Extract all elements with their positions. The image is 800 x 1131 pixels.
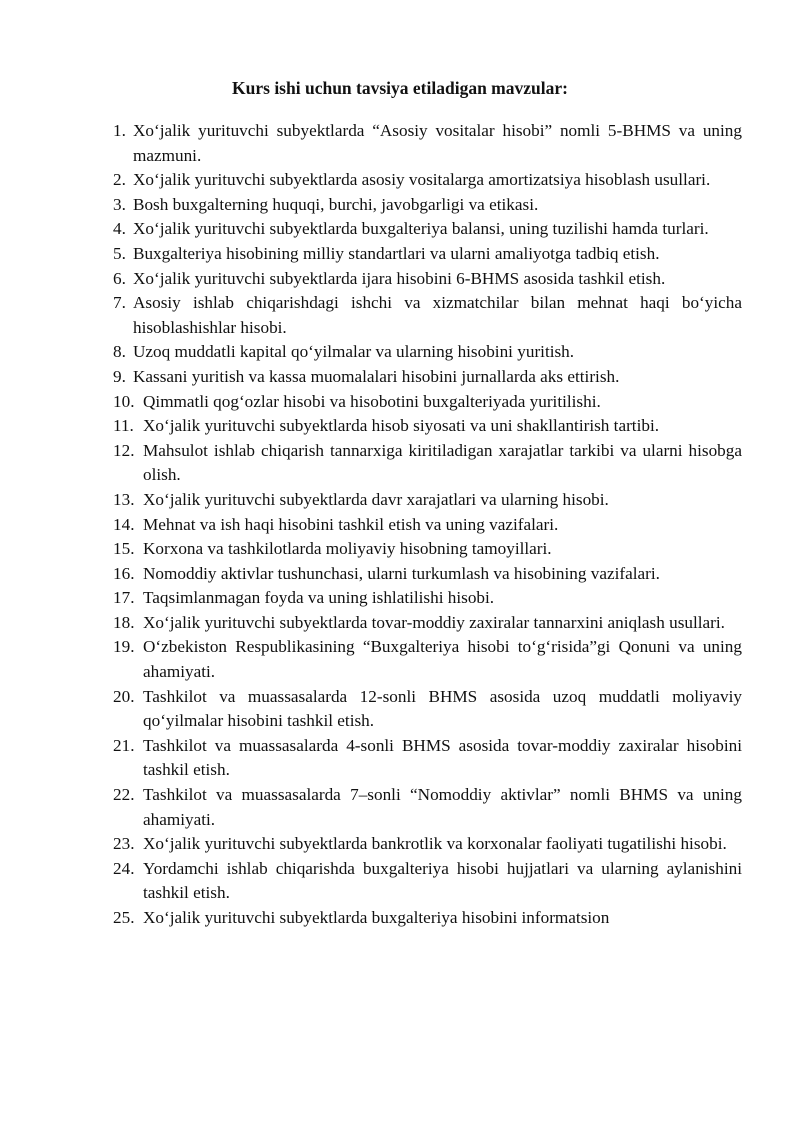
list-item (113, 783, 742, 832)
list-item (113, 513, 742, 538)
list-item (113, 906, 742, 931)
item-number: 12. (113, 440, 135, 460)
item-text: Xo‘jalik yurituvchi subyektlarda “Asosiy vositalar hisobi” nomli 5-BHMS va uning mazmuni. (133, 121, 742, 165)
item-text: Xo‘jalik yurituvchi subyektlarda buxgalteriya hisobini informatsion (143, 908, 610, 927)
item-number: 20. (113, 686, 135, 706)
item-number: 5. (113, 243, 126, 263)
list-item (113, 365, 742, 390)
item-text: Tashkilot va muassasalarda 7–sonli “Nomoddiy aktivlar” nomli BHMS va uning ahamiyati. (143, 785, 742, 829)
list-item (113, 242, 742, 267)
item-text: Xo‘jalik yurituvchi subyektlarda asosiy vositalarga amortizatsiya hisoblash usullari. (133, 170, 711, 190)
topic-list (113, 119, 742, 931)
item-text: Xo‘jalik yurituvchi subyektlarda buxgalteriya balansi, uning tuzilishi hamda turlari. (133, 219, 709, 239)
item-number: 18. (113, 612, 135, 632)
list-item (113, 537, 742, 562)
list-item (113, 340, 742, 365)
list-item (113, 291, 742, 340)
item-text: Qimmatli qog‘ozlar hisobi va hisobotini buxgalteriyada yuritilishi. (143, 391, 601, 411)
list-item (113, 611, 742, 636)
item-number: 10. (113, 391, 135, 411)
list-item (113, 832, 742, 857)
item-text: Tashkilot va muassasalarda 4-sonli BHMS asosida tovar-moddiy zaxiralar hisobini tashkil etish. (143, 735, 742, 780)
item-number: 16. (113, 563, 135, 583)
page-title: Kurs ishi uchun tavsiya etiladigan mavzular: (232, 78, 568, 98)
item-number: 7. (113, 293, 126, 313)
item-number: 19. (113, 637, 135, 657)
item-text: Xo‘jalik yurituvchi subyektlarda tovar-moddiy zaxiralar tannarxini aniqlash usullari. (143, 612, 725, 632)
item-text: Xo‘jalik yurituvchi subyektlarda davr xarajatlari va ularning hisobi. (143, 489, 609, 509)
list-item (113, 488, 742, 513)
item-number: 9. (113, 366, 126, 386)
list-item (113, 168, 742, 193)
item-number: 2. (113, 170, 126, 190)
item-number: 14. (113, 514, 135, 534)
list-item (113, 562, 742, 587)
item-text: Asosiy ishlab chiqarishdagi ishchi va xizmatchilar bilan mehnat haqi bo‘yicha hisoblashishlar hisobi. (133, 293, 742, 337)
item-text: Xo‘jalik yurituvchi subyektlarda bankrotlik va korxonalar faoliyati tugatilishi hisobi. (143, 834, 727, 854)
item-text: O‘zbekiston Respublikasining “Buxgalteriya hisobi to‘g‘risida”gi Qonuni va uning ahamiyati. (143, 637, 742, 682)
list-item (113, 414, 742, 439)
item-number: 13. (113, 489, 135, 509)
item-number: 24. (113, 858, 135, 878)
item-number: 1. (113, 121, 126, 140)
item-text: Buxgalteriya hisobining milliy standartlari va ularni amaliyotga tadbiq etish. (133, 243, 660, 263)
list-item (113, 635, 742, 684)
item-number: 21. (113, 735, 135, 755)
item-number: 15. (113, 539, 135, 559)
list-item (113, 193, 742, 218)
item-text: Uzoq muddatli kapital qo‘yilmalar va ularning hisobini yuritish. (133, 342, 575, 362)
item-text: Mahsulot ishlab chiqarish tannarxiga kiritiladigan xarajatlar tarkibi va ularni hisobga olish. (143, 440, 742, 485)
item-number: 11. (113, 416, 134, 436)
item-text: Kassani yuritish va kassa muomalalari hisobini jurnallarda aks ettirish. (133, 366, 620, 386)
item-number: 3. (113, 194, 126, 214)
item-text: Korxona va tashkilotlarda moliyaviy hisobning tamoyillari. (143, 539, 552, 559)
list-item (113, 685, 742, 734)
item-text: Bosh buxgalterning huquqi, burchi, javobgarligi va etikasi. (133, 194, 539, 214)
item-text: Xo‘jalik yurituvchi subyektlarda hisob siyosati va uni shakllantirish tartibi. (143, 416, 660, 436)
item-text: Xo‘jalik yurituvchi subyektlarda ijara hisobini 6-BHMS asosida tashkil etish. (133, 268, 666, 288)
item-text: Taqsimlanmagan foyda va uning ishlatilishi hisobi. (143, 588, 495, 608)
list-item (113, 390, 742, 415)
list-item (113, 267, 742, 292)
list-item (113, 586, 742, 611)
item-text: Yordamchi ishlab chiqarishda buxgalteriya hisobi hujjatlari va ularning aylanishini tashkil etish. (143, 858, 742, 903)
item-number: 6. (113, 268, 126, 288)
list-item (113, 119, 742, 168)
list-item (113, 439, 742, 488)
list-item (113, 217, 742, 242)
item-text: Nomoddiy aktivlar tushunchasi, ularni turkumlash va hisobining vazifalari. (143, 563, 660, 583)
item-text: Mehnat va ish haqi hisobini tashkil etish va uning vazifalari. (143, 514, 559, 534)
item-number: 4. (113, 219, 126, 239)
item-number: 8. (113, 342, 126, 362)
item-number: 17. (113, 588, 135, 608)
item-number: 23. (113, 834, 135, 854)
list-item (113, 734, 742, 783)
item-text: Tashkilot va muassasalarda 12-sonli BHMS asosida uzoq muddatli moliyaviy qo‘yilmalar hisobini tashkil etish. (143, 686, 742, 731)
item-number: 22. (113, 785, 135, 805)
item-number: 25. (113, 908, 135, 927)
list-item (113, 857, 742, 906)
